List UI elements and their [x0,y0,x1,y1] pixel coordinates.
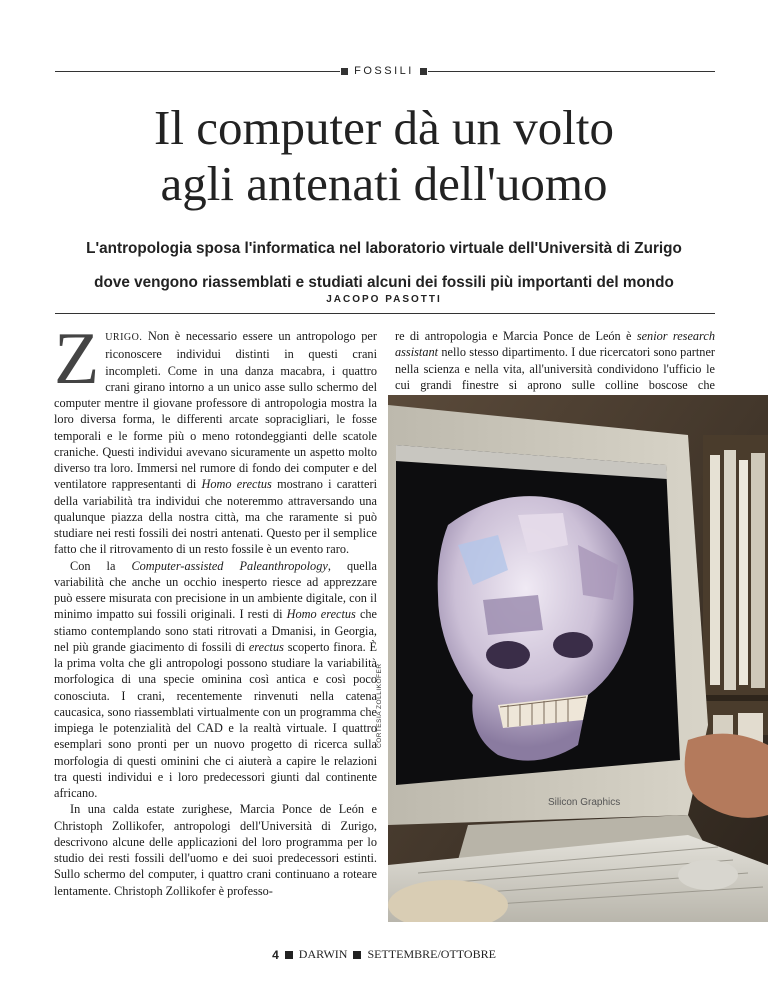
article-title [0,100,768,212]
author-rule [55,313,715,314]
body-italic: erectus [248,639,284,654]
body-text: nello stesso dipartimento. I due ricercatori sono partner nella scienza e nella vita, all'università condividono l'ufficio le cui grandi finestre si aprono sulle colline boscose che [395,345,715,392]
body-italic: Homo erectus [201,477,272,492]
body-text: scoperto finora. È la prima volta che gli antropologi possono studiare la variabilità morfologica di una specie ominina così antica e così poco conosciuta. I crani, recentemente rinvenuti nella catena caucasica, sono riassemblati virtualmente con un programma che impiega le potenzialità del CAD e la realtà virtuale. I quattro esemplari sono pronti per un nuovo progetto di ricerca sulla morfologia di questi ominini che ci aiuterà a capire le relazioni tra questi individui e i loro predecessori giunti dal continente africano. [54,639,378,800]
monitor-skull-illustration [388,395,768,922]
body-column-left [54,318,378,899]
body-italic: senior research assistant [395,329,715,360]
body-paragraph-2 [54,558,377,802]
body-text: Con la [70,558,132,573]
monitor-brand-label: Silicon Graphics [548,797,621,808]
body-text: mostrano i caratteri della variabilità tra individui che noteremmo attraversando una qualunque piazza della nostra città, ma che raramente si può studiare nei resti fossili dei nostri antenati. Questo per il semplice fatto che il ritrovamento di un resto fossile è un evento raro. [54,477,377,557]
article-photo [388,395,768,922]
footer-square-icon [285,951,293,959]
article-subtitle [60,232,708,300]
article-title-line1: Il computer dà un volto [154,100,614,155]
body-text: , quella variabilità che anche un occhio inesperto riesce ad apprezzare può essere misurata con precisione in un ambiente digitale, con il minimo impatto sui fossili originali. I resti di [54,558,377,622]
article-subtitle-line2: dove vengono riassemblati e studiati alcuni dei fossili più importanti del mondo [94,274,674,291]
section-square-left-icon [341,68,348,75]
issue-date: SETTEMBRE/OTTOBRE [367,947,496,961]
body-italic: Homo erectus [286,607,356,622]
section-rule-left [55,71,340,72]
drop-cap: Z [54,318,100,400]
body-italic: Computer-assisted Paleanthropology [131,558,328,573]
article-subtitle-line1: L'antropologia sposa l'informatica nel laboratorio virtuale dell'Università di Zurigo [86,240,682,257]
magazine-name: DARWIN [298,947,348,961]
body-paragraph-1 [54,318,377,558]
footer-square-icon [353,951,361,959]
dateline: URIGO. [105,332,143,343]
body-text: che stiamo contemplando sono stati ritrovati a Dmanisi, in Georgia, nel più grande giacimento di fossili di [54,607,378,654]
section-rule-right [428,71,715,72]
author-byline: JACOPO PASOTTI [326,294,442,305]
article-title-line2: agli antenati dell'uomo [160,156,608,211]
section-square-right-icon [420,68,427,75]
section-label-text: FOSSILI [354,65,414,77]
body-text: Non è necessario essere un antropologo per riconoscere individui distinti in questi crani incompleti. Come in una danza macabra, i quattro crani girano intorno a un unico asse sullo schermo del computer mentre il giovane professore di antropologia mostra la loro diversa forma, le differenti arcate sopracigliari, le fosse temporali e le forme più o meno rotondeggianti delle scatole craniche. Questi individui avevano sicuramente un aspetto molto diverso tra loro. Immersi nel rumore di fondo dei computer e del ventilatore rappresentanti di [54,329,377,492]
section-label [340,61,428,81]
body-paragraph-3: In una calda estate zurighese, Marcia Ponce de León e Christoph Zollikofer, antropologi dell'Università di Zurigo, descrivono alcune delle applicazioni del loro programma per lo studio dei resti fossili dell'uomo e dei suoi predecessori estinti. Sullo schermo del computer, i quattro crani continuano a roteare lentamente. Christoph Zollikofer è professo- [54,802,377,898]
body-text: re di antropologia e Marcia Ponce de León è [395,329,637,343]
page-number: 4 [272,947,279,962]
photo-credit: CORTESIA ZOLLIKOFER [376,663,383,748]
page-footer [0,947,768,962]
